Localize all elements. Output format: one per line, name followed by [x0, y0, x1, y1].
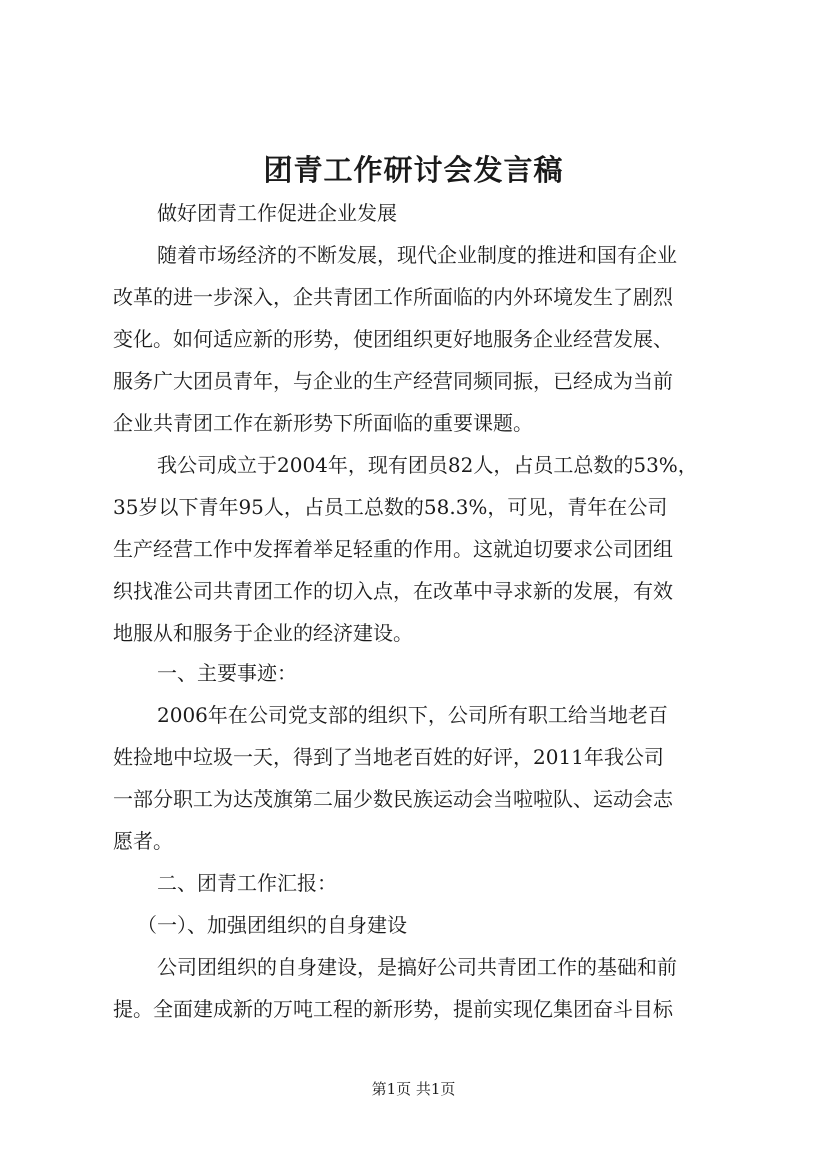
paragraph-line: 生产经营工作中发挥着举足轻重的作用。这就迫切要求公司团组 [113, 537, 673, 561]
paragraph-line: 姓捡地中垃圾一天，得到了当地老百姓的好评，2011年我公司 [113, 745, 664, 769]
paragraph-line: 企业共青团工作在新形势下所面临的重要课题。 [113, 411, 533, 435]
paragraph-line: 服务广大团员青年，与企业的生产经营同频同振，已经成为当前 [113, 369, 673, 393]
paragraph-line: 我公司成立于2004年，现有团员82人，占员工总数的53%， [157, 453, 698, 477]
subsection-heading: （一）、加强团组织的自身建设 [137, 913, 407, 937]
section-heading: 一、主要事迹： [157, 661, 297, 685]
paragraph-line: 改革的进一步深入，企共青团工作所面临的内外环境发生了剧烈 [113, 285, 673, 309]
paragraph-line: 地服从和服务于企业的经济建设。 [113, 621, 413, 645]
paragraph-line: 提。全面建成新的万吨工程的新形势，提前实现亿集团奋斗目标 [113, 997, 673, 1021]
paragraph-line: 随着市场经济的不断发展，现代企业制度的推进和国有企业 [157, 243, 677, 267]
paragraph-line: 愿者。 [113, 829, 173, 853]
page-footer: 第1页 共1页 [371, 1080, 456, 1098]
paragraph-line: 2006年在公司党支部的组织下，公司所有职工给当地老百 [157, 703, 668, 727]
document-title: 团青工作研讨会发言稿 [263, 153, 564, 187]
paragraph-line: 一部分职工为达茂旗第二届少数民族运动会当啦啦队、运动会志 [113, 787, 673, 811]
paragraph-line: 织找准公司共青团工作的切入点，在改革中寻求新的发展，有效 [113, 579, 673, 603]
paragraph-line: 变化。如何适应新的形势，使团组织更好地服务企业经营发展、 [113, 327, 673, 351]
paragraph-line: 公司团组织的自身建设，是搞好公司共青团工作的基础和前 [157, 955, 677, 979]
paragraph-line: 35岁以下青年95人，占员工总数的58.3%，可见，青年在公司 [113, 495, 668, 519]
subtitle-line: 做好团青工作促进企业发展 [157, 201, 397, 225]
section-heading: 二、团青工作汇报： [157, 871, 337, 895]
